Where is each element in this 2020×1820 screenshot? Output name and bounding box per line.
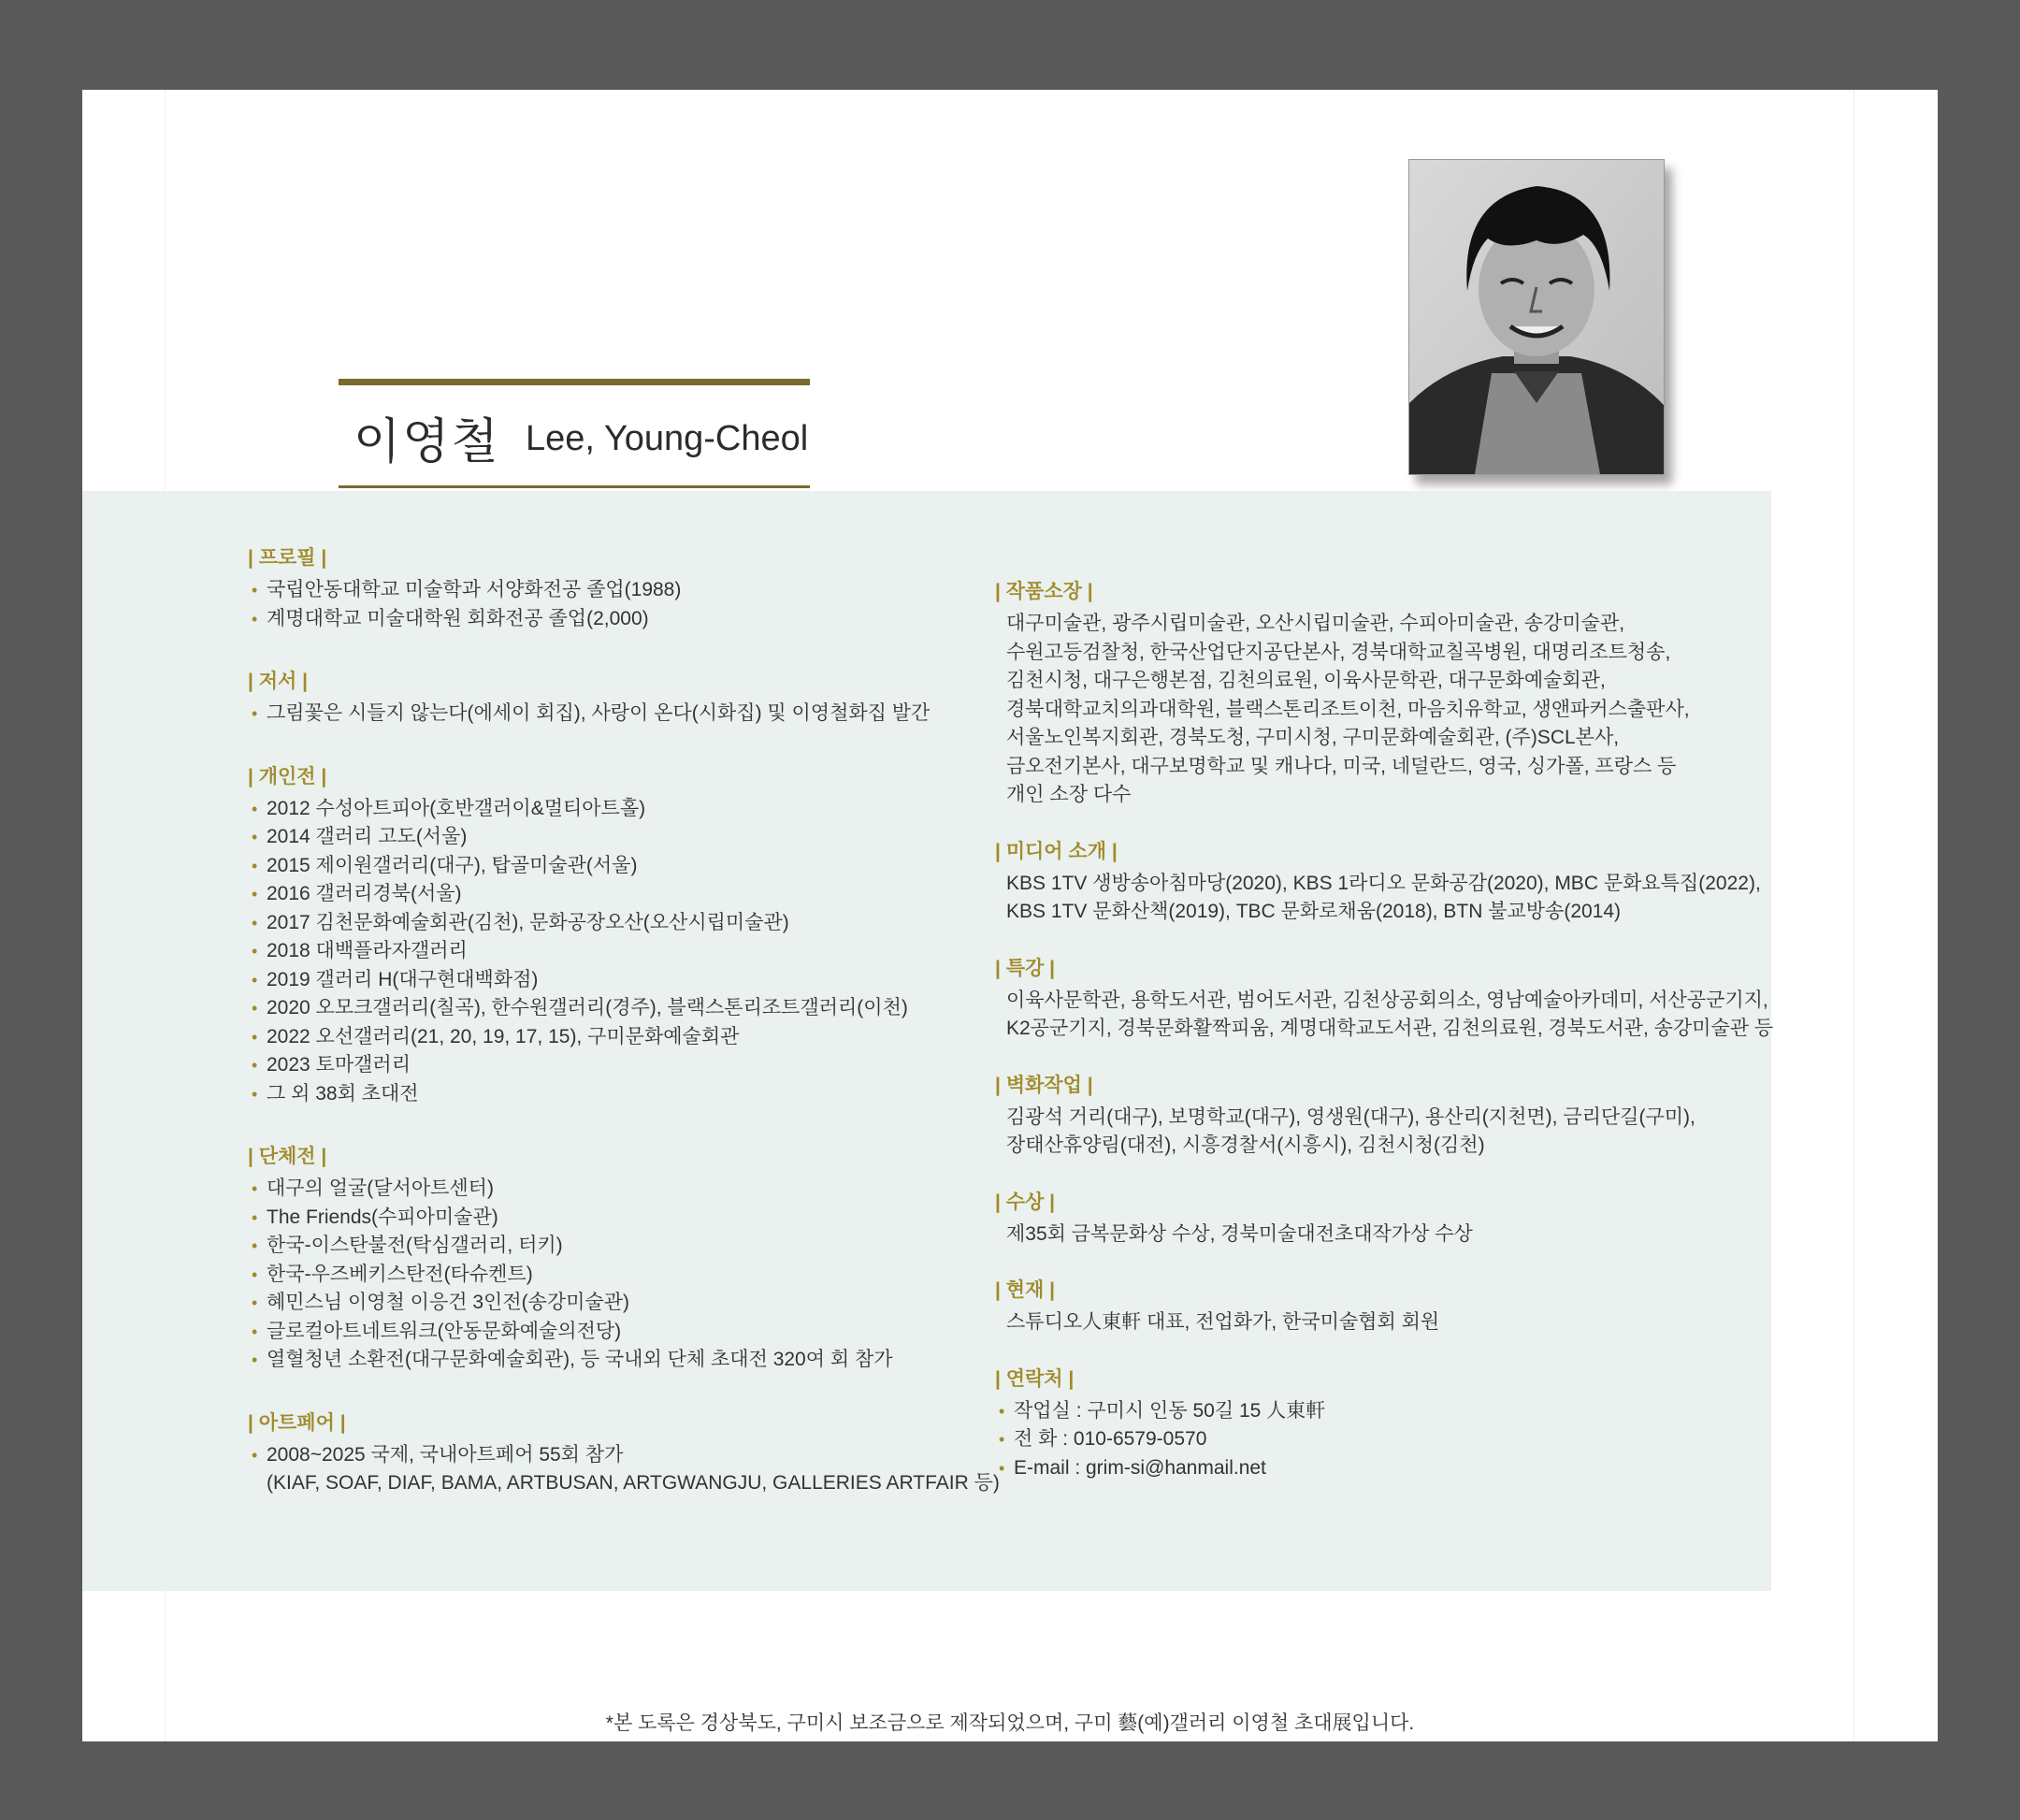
artist-name-korean: 이영철	[354, 414, 500, 470]
text-line: 수원고등검찰청, 한국산업단지공단본사, 경북대학교칠곡병원, 대명리조트청송,	[1006, 641, 1671, 663]
list-item: • 2022 오선갤러리(21, 20, 19, 17, 15), 구미문화예술회관	[248, 1023, 959, 1052]
artist-portrait-photo	[1408, 159, 1665, 475]
list-item: • 열혈청년 소환전(대구문화예술회관), 등 국내외 단체 초대전 320여 회 참가	[248, 1346, 959, 1375]
contact-studio-address: • 작업실 : 구미시 인동 50길 15 人東軒	[995, 1397, 1818, 1426]
list-item: • 대구의 얼굴(달서아트센터)	[248, 1175, 959, 1204]
list-item: • 2023 토마갤러리	[248, 1051, 959, 1080]
section-lecture	[995, 955, 1818, 1044]
section-collection	[995, 578, 1818, 810]
group-list	[248, 1175, 959, 1375]
section-heading: | 아트페어 |	[248, 1411, 346, 1434]
list-item: • 2019 갤러리 H(대구현대백화점)	[248, 966, 959, 995]
list-item: • The Friends(수피아미술관)	[248, 1204, 959, 1233]
section-group-exhibitions	[248, 1143, 959, 1375]
text-line: 대구미술관, 광주시립미술관, 오산시립미술관, 수피아미술관, 송강미술관,	[1006, 613, 1625, 634]
section-heading: | 작품소장 |	[995, 581, 1093, 602]
portrait-image	[1409, 160, 1664, 474]
contact-list	[995, 1397, 1818, 1483]
text-line: 경북대학교치의과대학원, 블랙스톤리조트이천, 마음치유학교, 생앤파커스출판사,	[1006, 698, 1690, 720]
artfair-list	[248, 1441, 1000, 1498]
section-heading: | 연락처 |	[995, 1367, 1075, 1390]
biography-left-column	[248, 544, 1000, 1498]
list-item: • 2018 대백플라자갤러리	[248, 937, 959, 966]
text-line: 이육사문학관, 용학도서관, 범어도서관, 김천상공회의소, 영남예술아카데미, 서산공군기지,	[1006, 989, 1768, 1011]
section-heading: | 미디어 소개 |	[995, 840, 1118, 862]
profile-list	[248, 576, 959, 633]
text-line: 김천시청, 대구은행본점, 김천의료원, 이육사문학관, 대구문화예술회관,	[1006, 670, 1606, 691]
section-heading: | 프로필 |	[248, 547, 327, 569]
list-item: • 한국-이스탄불전(탁심갤러리, 터키)	[248, 1232, 959, 1261]
footer-note: *본 도록은 경상북도, 구미시 보조금으로 제작되었으며, 구미 藝(예)갤러리 이영철 초대展입니다.	[605, 1712, 1415, 1734]
list-item: • 2016 갤러리경북(서울)	[248, 880, 959, 909]
text-line: 장태산휴양림(대전), 시흥경찰서(시흥시), 김천시청(김천)	[1006, 1134, 1485, 1156]
list-item: • 2014 갤러리 고도(서울)	[248, 823, 959, 852]
section-contact	[995, 1365, 1818, 1483]
section-heading: | 현재 |	[995, 1279, 1056, 1301]
contact-phone: • 전 화 : 010-6579-0570	[995, 1425, 1818, 1454]
list-item: • 글로컬아트네트워크(안동문화예술의전당)	[248, 1318, 959, 1347]
list-item: • 2012 수성아트피아(호반갤러이&멀티아트홀)	[248, 795, 959, 824]
list-item	[248, 1441, 1000, 1498]
list-item: • 2015 제이원갤러리(대구), 탑골미술관(서울)	[248, 852, 959, 881]
artfair-line: • 2008~2025 국제, 국내아트페어 55회 참가	[267, 1443, 624, 1466]
text-line: 제35회 금복문화상 수상, 경북미술대전초대작가상 수상	[1006, 1222, 1473, 1245]
text-line: KBS 1TV 문화산책(2019), TBC 문화로채움(2018), BTN 불교방송(2014)	[1006, 901, 1622, 922]
text-line: 금오전기본사, 대구보명학교 및 캐나다, 미국, 네덜란드, 영국, 싱가폴, 프랑스 등	[1006, 755, 1677, 777]
text-line: 개인 소장 다수	[1006, 784, 1132, 805]
text-line: KBS 1TV 생방송아침마당(2020), KBS 1라디오 문화공감(2020), MBC 문화요특집(2022),	[1006, 872, 1761, 894]
list-item: • 혜민스님 이영철 이응건 3인전(송강미술관)	[248, 1289, 959, 1318]
biography-right-column	[995, 578, 1818, 1482]
section-books	[248, 668, 959, 729]
section-solo-exhibitions	[248, 763, 959, 1109]
artist-name-english: Lee, Young-Cheol	[526, 419, 809, 458]
list-item: • 국립안동대학교 미술학과 서양화전공 졸업(1988)	[248, 576, 959, 605]
section-heading: | 특강 |	[995, 957, 1056, 979]
contact-email: • E-mail : grim-si@hanmail.net	[995, 1454, 1818, 1483]
section-current	[995, 1277, 1818, 1337]
list-item: • 한국-우즈베키스탄전(타슈켄트)	[248, 1261, 959, 1290]
section-heading: | 저서 |	[248, 671, 309, 692]
section-heading: | 수상 |	[995, 1191, 1056, 1213]
text-line: 스튜디오人東軒 대표, 전업화가, 한국미술협회 회원	[1006, 1311, 1440, 1333]
section-profile	[248, 544, 959, 633]
section-art-fair	[248, 1409, 1000, 1498]
artfair-line: (KIAF, SOAF, DIAF, BAMA, ARTBUSAN, ARTGWANGJU, GALLERIES ARTFAIR 등)	[267, 1472, 1000, 1494]
list-item: • 계명대학교 미술대학원 회화전공 졸업(2,000)	[248, 605, 959, 634]
text-line: 김광석 거리(대구), 보명학교(대구), 영생원(대구), 용산리(지천면), 금리단길(구미),	[1006, 1105, 1695, 1128]
text-line: K2공군기지, 경북문화활짝피움, 계명대학교도서관, 김천의료원, 경북도서관, 송강미술관 등	[1006, 1018, 1774, 1039]
section-award	[995, 1189, 1818, 1249]
section-heading: | 개인전 |	[248, 765, 327, 787]
list-item: • 2017 김천문화예술회관(김천), 문화공장오산(오산시립미술관)	[248, 909, 959, 938]
list-item: • 그림꽃은 시들지 않는다(에세이 회집), 사랑이 온다(시화집) 및 이영철화집 발간	[248, 700, 959, 729]
section-heading: | 벽화작업 |	[995, 1074, 1093, 1096]
books-list	[248, 700, 959, 729]
solo-list	[248, 795, 959, 1109]
section-media	[995, 838, 1818, 927]
artist-title	[339, 379, 810, 488]
section-heading: | 단체전 |	[248, 1146, 327, 1167]
section-mural	[995, 1072, 1818, 1161]
text-line: 서울노인복지회관, 경북도청, 구미시청, 구미문화예술회관, (주)SCL본사,	[1006, 727, 1620, 748]
list-item: • 2020 오모크갤러리(칠곡), 한수원갤러리(경주), 블랙스톤리조트갤러리(이천)	[248, 994, 959, 1023]
list-item: • 그 외 38회 초대전	[248, 1080, 959, 1109]
